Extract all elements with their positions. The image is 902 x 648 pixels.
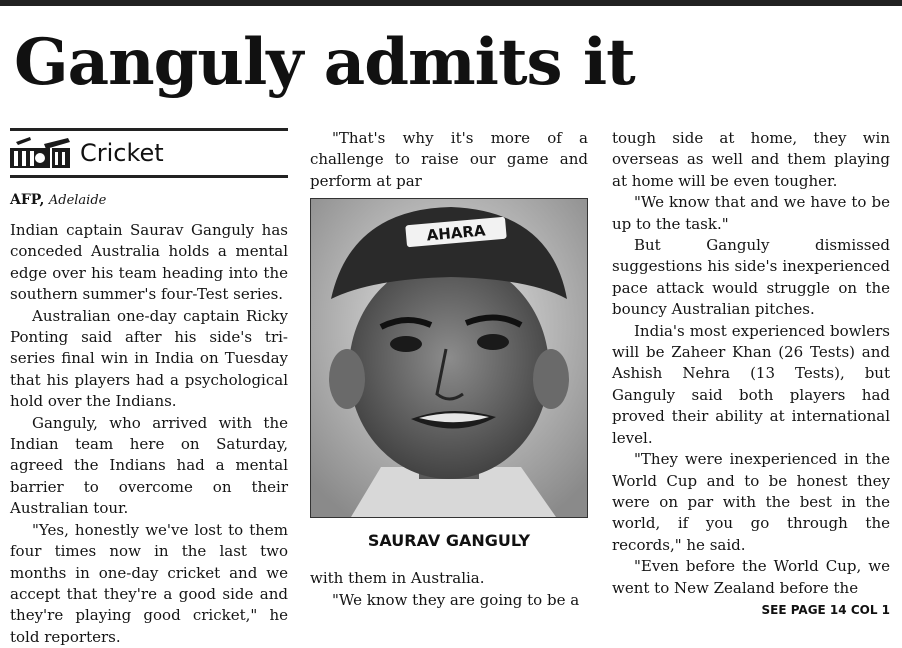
section-brand xyxy=(10,131,288,175)
paragraph: "That's why it's more of a challenge to raise our game and perform at par xyxy=(310,129,588,190)
paragraph: "Even before the World Cup, we went to New Zealand before the xyxy=(612,557,890,597)
article-column-2 xyxy=(310,128,588,611)
page-top-border xyxy=(0,0,902,6)
paragraph: India's most experienced bowlers will be Zaheer Khan (26 Tests) and Ashish Nehra (13 Tests), but Ganguly said both players had proved their ability at international level. xyxy=(612,321,890,447)
portrait-image xyxy=(311,199,587,517)
paragraph: "We know that and we have to be up to the task." xyxy=(612,193,890,233)
byline-place: Adelaide xyxy=(48,193,107,208)
byline-agency: AFP, xyxy=(10,192,45,208)
section-label: Cricket xyxy=(80,139,164,167)
paragraph: Australian one-day captain Ricky Ponting said after his side's tri-series final win in India on Tuesday that his players had a psychological hold over the Indians. xyxy=(10,306,288,411)
player-photo xyxy=(310,198,588,518)
cap-logo-text: AHARA xyxy=(425,221,487,245)
paragraph: But Ganguly dismissed suggestions his side's inexperienced pace attack would struggle on the bouncy Australian pitches. xyxy=(612,236,890,319)
paragraph: "We know they are going to be a xyxy=(332,590,580,609)
paragraph: "Yes, honestly we've lost to them four times now in the last two months in one-day cricket and we accept that they're a good side and they're playing good cricket," he told reporters. xyxy=(10,520,288,646)
cricket-bat-ball-icon xyxy=(10,136,72,170)
paragraph: "They were inexperienced in the World Cup and to be honest they were on par with the best in the world, if you go through the records," he said. xyxy=(612,450,890,554)
paragraph: Indian captain Saurav Ganguly has conceded Australia holds a mental edge over his team heading into the southern summer's four-Test series. xyxy=(10,221,288,304)
article-column-1 xyxy=(10,128,288,648)
article-column-3 xyxy=(612,128,890,617)
paragraph: with them in Australia. xyxy=(310,569,485,588)
photo-caption: SAURAV GANGULY xyxy=(367,531,531,551)
section-rule-bottom xyxy=(10,175,288,178)
continued-on-page-link[interactable]: SEE PAGE 14 COL 1 xyxy=(761,602,890,617)
byline xyxy=(10,192,288,208)
paragraph: Ganguly, who arrived with the Indian team here on Saturday, agreed the Indians had a mental barrier to overcome on their Australian tour. xyxy=(10,413,288,518)
paragraph: tough side at home, they win overseas as well and them playing at home will be even tougher. xyxy=(612,129,890,190)
headline: Ganguly admits it xyxy=(14,25,635,100)
